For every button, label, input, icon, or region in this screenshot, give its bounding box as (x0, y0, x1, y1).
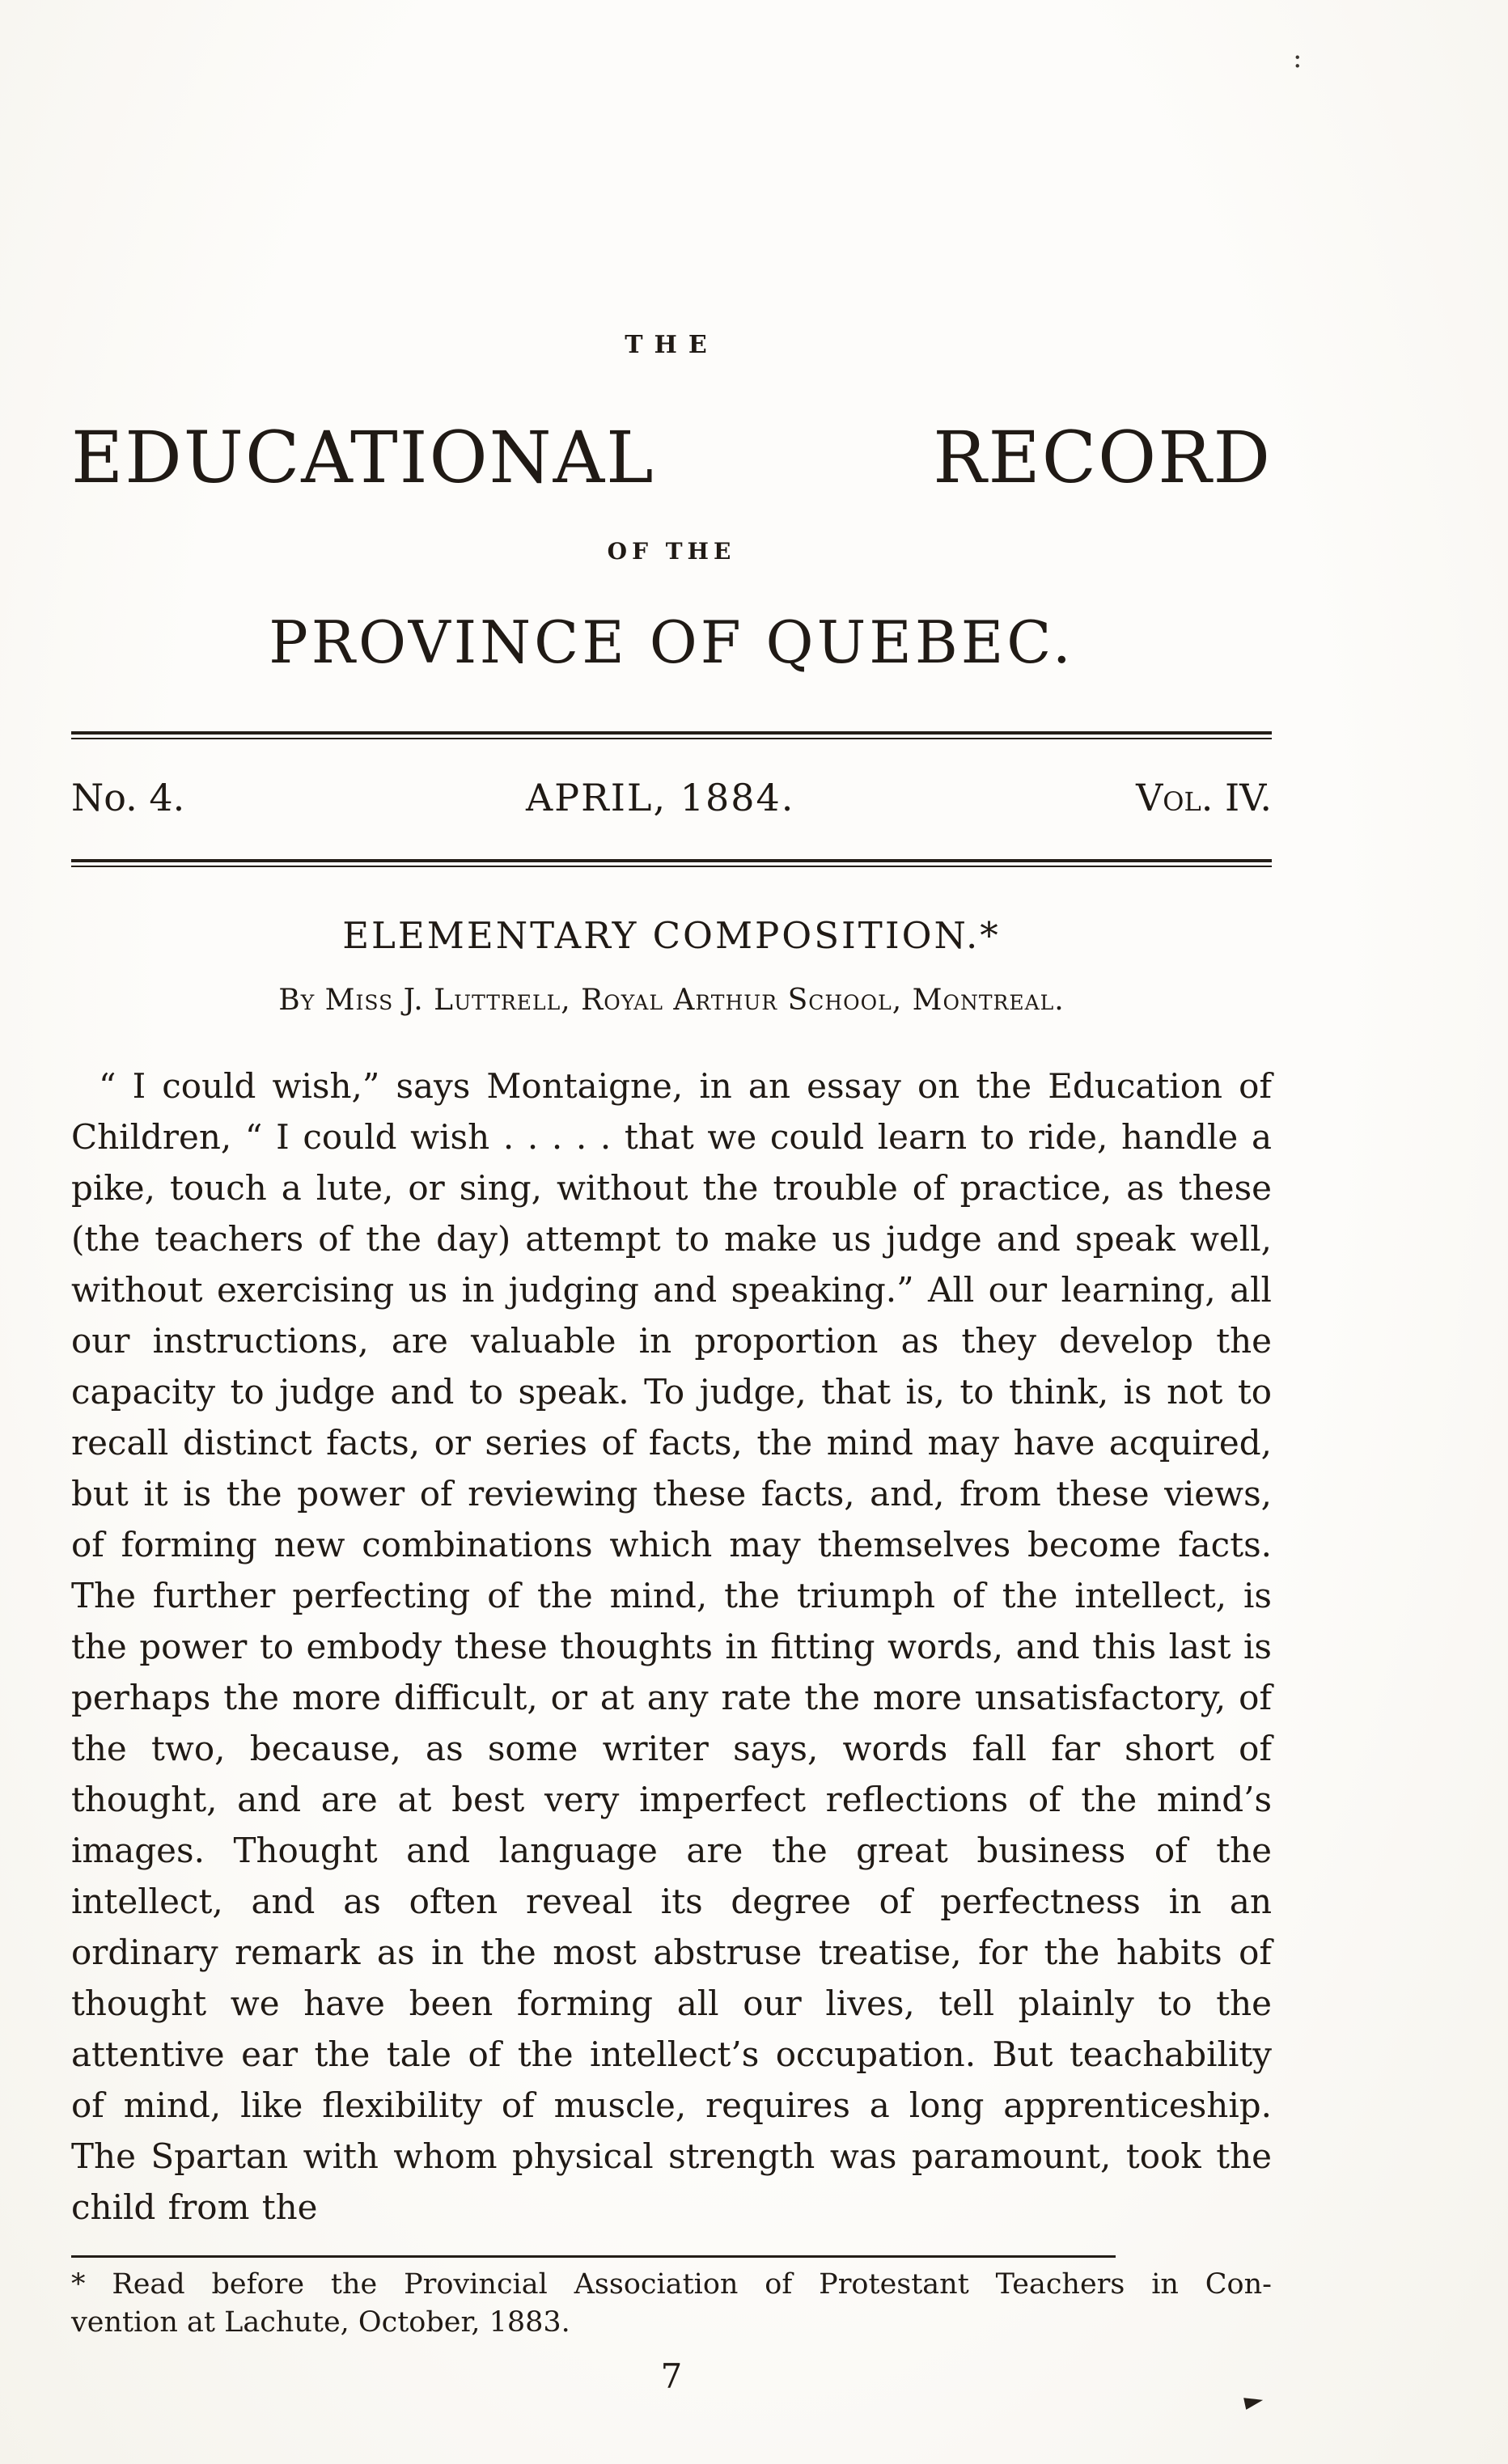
scan-artifact-colon: : (1293, 42, 1303, 74)
footnote-rule (71, 2255, 1116, 2258)
printer-arrow-mark: ► (1241, 2384, 1266, 2417)
journal-subtitle: PROVINCE OF QUEBEC. (269, 608, 1074, 676)
double-rule-top (71, 731, 1272, 739)
footnote-line-1: * Read before the Provincial Association of Protestant Teachers in Con- (71, 2268, 1272, 2301)
article-byline: By Miss J. Luttrell, Royal Arthur School, Montreal. (278, 984, 1065, 1017)
page-number: 7 (660, 2356, 683, 2396)
article (71, 914, 1272, 2233)
masthead (71, 333, 1272, 867)
article-title: ELEMENTARY COMPOSITION.* (342, 914, 1001, 957)
issue-number: No. 4. (71, 776, 185, 819)
masthead-of-the: OF THE (607, 538, 736, 565)
journal-title: EDUCATIONAL RECORD (71, 416, 1272, 499)
footnote (71, 2266, 1272, 2342)
double-rule-bottom (71, 859, 1272, 867)
issue-date: APRIL, 1884. (525, 776, 795, 819)
issue-line (71, 777, 1272, 819)
masthead-the: THE (625, 331, 718, 359)
footnote-line-2: vention at Lachute, October, 1883. (71, 2306, 570, 2339)
article-body: “ I could wish,” says Montaigne, in an essay on the Education of Children, “ I could wish . . . . . that we could learn to ride, handle a pike, touch a lute, or sing, without the trouble of practice, as these (the teachers of the day) attempt to make us judge and speak well, without exercising us in judging and speaking.” All our learning, all our instructions, are valuable in proportion as they develop the capacity to judge and to speak. To judge, that is, to think, is not to recall distinct facts, or series of facts, the mind may have acquired, but it is the power of reviewing these facts, and, from these views, of forming new combinations which may themselves become facts. The further perfecting of the mind, the triumph of the intellect, is the power to embody these thoughts in fitting words, and this last is perhaps the more difficult, or at any rate the more unsatisfactory, of the two, because, as some writer says, words fall far short of thought, and are at best very imperfect reflections of the mind’s images. Thought and language are the great business of the intellect, and as often reveal its degree of perfectness in an ordinary remark as in the most abstruse treatise, for the habits of thought we have been forming all our lives, tell plainly to the attentive ear the tale of the intellect’s occupation. But teachability of mind, like flexibility of muscle, requires a long apprenticeship. The Spartan with whom physical strength was paramount, took the child from the (71, 1066, 1272, 2227)
issue-volume: Vol. IV. (1136, 776, 1272, 819)
page-footer (71, 2255, 1272, 2394)
